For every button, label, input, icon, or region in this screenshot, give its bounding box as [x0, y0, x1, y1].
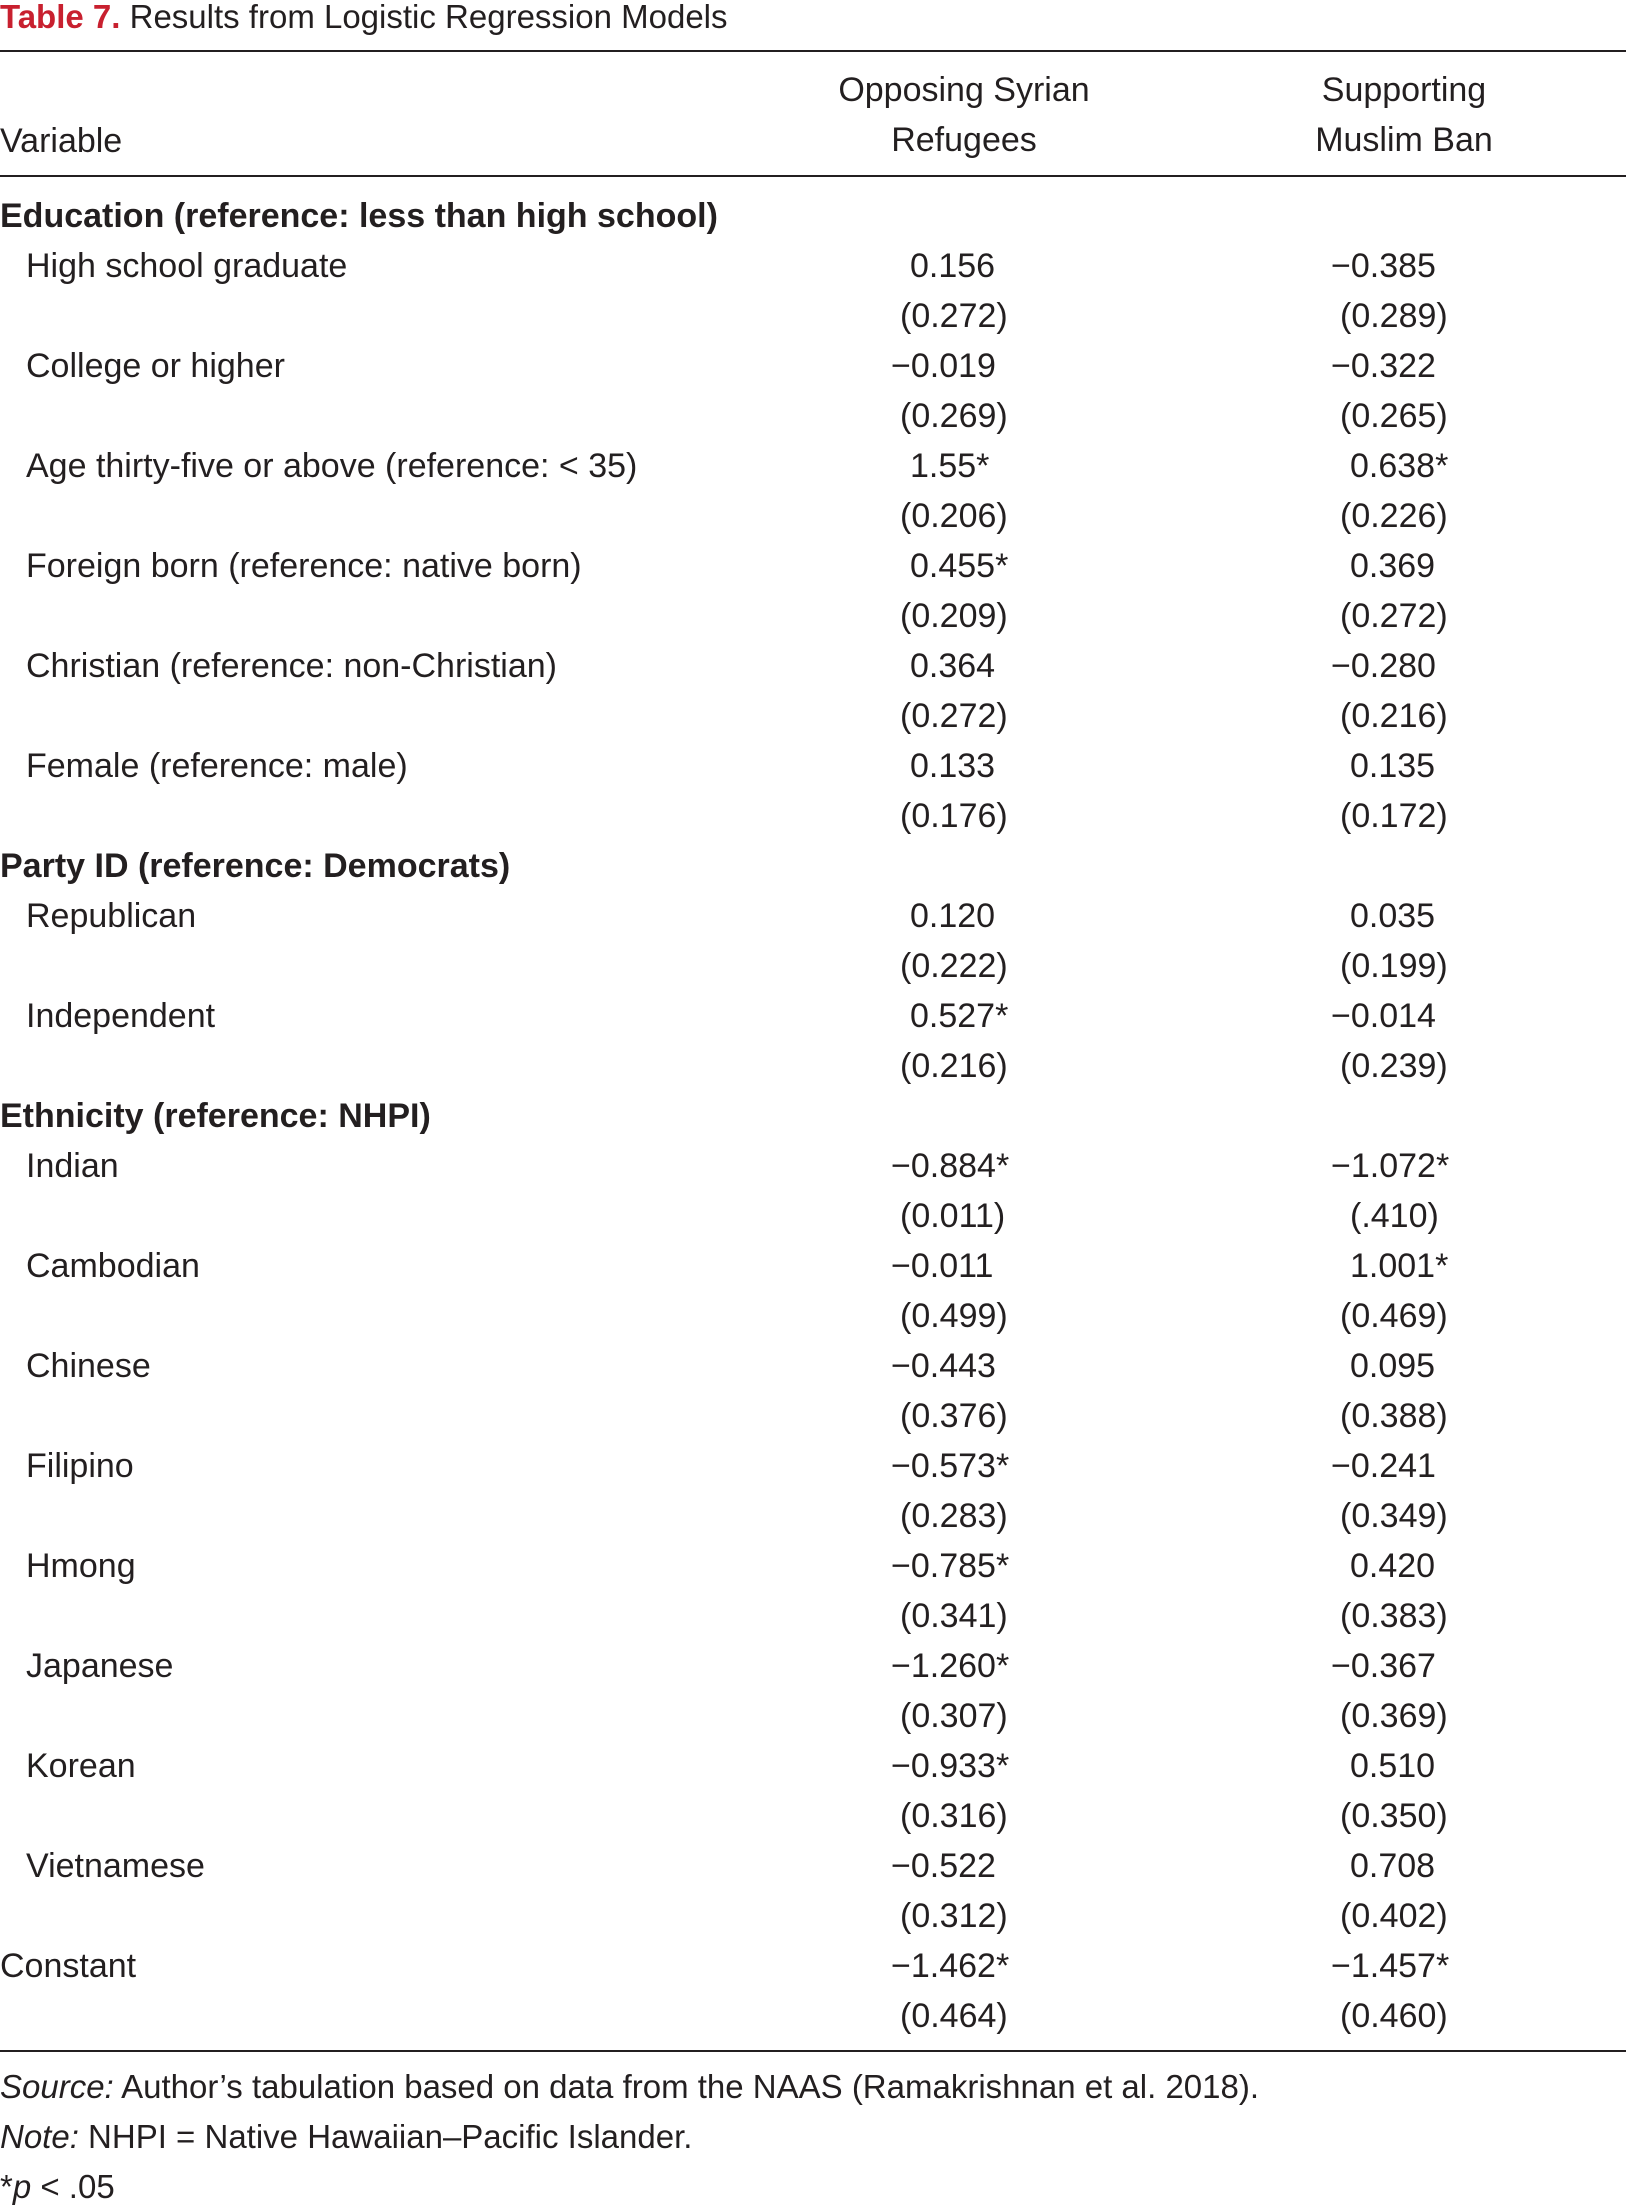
source-text: Author’s tabulation based on data from the NAAS (Ramakrishnan et al. 2018).	[113, 2068, 1260, 2105]
supporting-ban-coef-cell: −0.241	[1331, 1447, 1436, 1485]
table-row	[0, 441, 1626, 491]
opposing-refugees-se-cell: (0.222)	[900, 947, 1008, 985]
supporting-ban-coef-cell: 0.510	[1350, 1747, 1436, 1785]
se-row	[0, 1591, 1626, 1641]
supporting-ban-coef-cell: 0.638*	[1350, 447, 1449, 485]
opposing-refugees-se-cell: (0.269)	[900, 397, 1008, 435]
opposing-refugees-se-cell: (0.499)	[900, 1297, 1008, 1335]
section-heading: Party ID (reference: Democrats)	[0, 847, 511, 885]
variable-name: Korean	[26, 1747, 136, 1785]
variable-name: Japanese	[26, 1647, 174, 1685]
header-opposing-syrian-refugees	[744, 65, 1184, 165]
table-number: Table 7.	[0, 0, 121, 35]
opposing-refugees-coef-cell: −0.443	[891, 1347, 996, 1385]
se-row	[0, 1391, 1626, 1441]
se-row	[0, 491, 1626, 541]
se-row	[0, 1491, 1626, 1541]
variable-name: High school graduate	[26, 247, 348, 285]
section-row	[0, 841, 1626, 891]
se-row	[0, 1191, 1626, 1241]
table-row	[0, 1541, 1626, 1591]
table-row	[0, 1341, 1626, 1391]
opposing-refugees-coef-cell: −0.884*	[891, 1147, 1010, 1185]
source-label: Source:	[0, 2068, 114, 2105]
header-col2-line2: Muslim Ban	[1315, 121, 1493, 159]
se-row	[0, 941, 1626, 991]
opposing-refugees-se-cell: (0.464)	[900, 1997, 1008, 2035]
source-note	[0, 2062, 1600, 2112]
table-row	[0, 1141, 1626, 1191]
se-row	[0, 691, 1626, 741]
opposing-refugees-coef-cell: −0.522	[891, 1847, 996, 1885]
significance-note	[0, 2162, 1600, 2212]
supporting-ban-coef-cell: 0.708	[1350, 1847, 1436, 1885]
section-row	[0, 1091, 1626, 1141]
supporting-ban-se-cell: (0.388)	[1340, 1397, 1448, 1435]
table-row	[0, 1741, 1626, 1791]
abbreviation-note	[0, 2112, 1600, 2162]
variable-name: Chinese	[26, 1347, 151, 1385]
header-col1-line2: Refugees	[891, 121, 1037, 159]
supporting-ban-coef-cell: 0.420	[1350, 1547, 1436, 1585]
opposing-refugees-coef-cell: −1.462*	[891, 1947, 1010, 1985]
section-heading: Ethnicity (reference: NHPI)	[0, 1097, 431, 1135]
opposing-refugees-coef-cell: −0.785*	[891, 1547, 1010, 1585]
opposing-refugees-se-cell: (0.376)	[900, 1397, 1008, 1435]
header-rule	[0, 175, 1626, 177]
supporting-ban-coef-cell: −0.385	[1331, 247, 1436, 285]
se-row	[0, 591, 1626, 641]
opposing-refugees-coef-cell: −0.019	[891, 347, 996, 385]
note-label: Note:	[0, 2118, 79, 2155]
supporting-ban-se-cell: (0.226)	[1340, 497, 1448, 535]
variable-name: Hmong	[26, 1547, 136, 1585]
variable-name: Female (reference: male)	[26, 747, 408, 785]
opposing-refugees-se-cell: (0.341)	[900, 1597, 1008, 1635]
header-col1-line1: Opposing Syrian	[838, 71, 1090, 109]
table-notes	[0, 2062, 1600, 2212]
supporting-ban-se-cell: (0.469)	[1340, 1297, 1448, 1335]
variable-name: Independent	[26, 997, 216, 1035]
supporting-ban-se-cell: (0.350)	[1340, 1797, 1448, 1835]
supporting-ban-coef-cell: 0.135	[1350, 747, 1436, 785]
supporting-ban-se-cell: (0.272)	[1340, 597, 1448, 635]
supporting-ban-coef-cell: −0.322	[1331, 347, 1436, 385]
supporting-ban-coef-cell: 0.035	[1350, 897, 1436, 935]
table-row	[0, 1441, 1626, 1491]
section-row	[0, 191, 1626, 241]
se-row	[0, 291, 1626, 341]
opposing-refugees-se-cell: (0.307)	[900, 1697, 1008, 1735]
supporting-ban-se-cell: (0.383)	[1340, 1597, 1448, 1635]
header-supporting-muslim-ban	[1184, 65, 1624, 165]
opposing-refugees-coef-cell: 0.120	[910, 897, 996, 935]
variable-name: Vietnamese	[26, 1847, 205, 1885]
opposing-refugees-coef-cell: 0.527*	[910, 997, 1009, 1035]
se-row	[0, 791, 1626, 841]
opposing-refugees-coef-cell: 1.55*	[910, 447, 990, 485]
supporting-ban-se-cell: (0.402)	[1340, 1897, 1448, 1935]
note-text: NHPI = Native Hawaiian–Pacific Islander.	[78, 2118, 693, 2155]
supporting-ban-coef-cell: −1.457*	[1331, 1947, 1450, 1985]
opposing-refugees-coef-cell: 0.364	[910, 647, 996, 685]
variable-name: Indian	[26, 1147, 119, 1185]
table-row	[0, 1841, 1626, 1891]
variable-name: College or higher	[26, 347, 285, 385]
se-row	[0, 1891, 1626, 1941]
variable-name: Cambodian	[26, 1247, 200, 1285]
supporting-ban-coef-cell: 0.369	[1350, 547, 1436, 585]
opposing-refugees-se-cell: (0.283)	[900, 1497, 1008, 1535]
table-row	[0, 741, 1626, 791]
bottom-rule	[0, 2050, 1626, 2052]
table-row	[0, 541, 1626, 591]
table-row	[0, 241, 1626, 291]
variable-name: Republican	[26, 897, 197, 935]
se-row	[0, 391, 1626, 441]
supporting-ban-se-cell: (0.369)	[1340, 1697, 1448, 1735]
supporting-ban-se-cell: (0.239)	[1340, 1047, 1448, 1085]
table-row	[0, 1641, 1626, 1691]
se-row	[0, 1041, 1626, 1091]
opposing-refugees-se-cell: (0.316)	[900, 1797, 1008, 1835]
table-row	[0, 891, 1626, 941]
table-row	[0, 1241, 1626, 1291]
variable-name: Foreign born (reference: native born)	[26, 547, 582, 585]
opposing-refugees-se-cell: (0.209)	[900, 597, 1008, 635]
table-title: Results from Logistic Regression Models	[120, 0, 728, 35]
table-row	[0, 1941, 1626, 1991]
table-body	[0, 191, 1626, 2041]
se-row	[0, 1691, 1626, 1741]
supporting-ban-coef-cell: 0.095	[1350, 1347, 1436, 1385]
sig-text: < .05	[31, 2168, 115, 2205]
opposing-refugees-coef-cell: −0.011	[891, 1247, 994, 1285]
header-col2-line1: Supporting	[1321, 71, 1487, 109]
opposing-refugees-se-cell: (0.272)	[900, 297, 1008, 335]
supporting-ban-se-cell: (0.460)	[1340, 1997, 1448, 2035]
supporting-ban-se-cell: (0.265)	[1340, 397, 1448, 435]
opposing-refugees-coef-cell: −1.260*	[891, 1647, 1010, 1685]
supporting-ban-coef-cell: −0.014	[1331, 997, 1436, 1035]
table-row	[0, 991, 1626, 1041]
supporting-ban-se-cell: (.410)	[1350, 1197, 1439, 1235]
sig-star: *	[0, 2168, 13, 2205]
supporting-ban-se-cell: (0.199)	[1340, 947, 1448, 985]
variable-name: Christian (reference: non-Christian)	[26, 647, 557, 685]
opposing-refugees-se-cell: (0.206)	[900, 497, 1008, 535]
sig-p: p	[12, 2168, 32, 2205]
section-heading: Education (reference: less than high school)	[0, 197, 718, 235]
variable-name: Constant	[0, 1947, 137, 1985]
supporting-ban-coef-cell: −1.072*	[1331, 1147, 1450, 1185]
opposing-refugees-coef-cell: 0.156	[910, 247, 996, 285]
opposing-refugees-coef-cell: −0.573*	[891, 1447, 1010, 1485]
opposing-refugees-se-cell: (0.011)	[900, 1197, 1006, 1235]
variable-name: Age thirty-five or above (reference: < 35)	[26, 447, 638, 485]
table-row	[0, 341, 1626, 391]
opposing-refugees-se-cell: (0.216)	[900, 1047, 1008, 1085]
supporting-ban-se-cell: (0.216)	[1340, 697, 1448, 735]
opposing-refugees-se-cell: (0.272)	[900, 697, 1008, 735]
se-row	[0, 1991, 1626, 2041]
variable-name: Filipino	[26, 1447, 134, 1485]
supporting-ban-coef-cell: −0.367	[1331, 1647, 1436, 1685]
supporting-ban-se-cell: (0.172)	[1340, 797, 1448, 835]
opposing-refugees-coef-cell: 0.133	[910, 747, 996, 785]
table-row	[0, 641, 1626, 691]
top-rule	[0, 50, 1626, 52]
supporting-ban-coef-cell: 1.001*	[1350, 1247, 1449, 1285]
supporting-ban-se-cell: (0.349)	[1340, 1497, 1448, 1535]
header-variable: Variable	[0, 122, 123, 160]
opposing-refugees-se-cell: (0.312)	[900, 1897, 1008, 1935]
opposing-refugees-coef-cell: 0.455*	[910, 547, 1009, 585]
se-row	[0, 1791, 1626, 1841]
opposing-refugees-coef-cell: −0.933*	[891, 1747, 1010, 1785]
se-row	[0, 1291, 1626, 1341]
supporting-ban-coef-cell: −0.280	[1331, 647, 1436, 685]
supporting-ban-se-cell: (0.289)	[1340, 297, 1448, 335]
opposing-refugees-se-cell: (0.176)	[900, 797, 1008, 835]
table-caption	[0, 0, 1600, 50]
